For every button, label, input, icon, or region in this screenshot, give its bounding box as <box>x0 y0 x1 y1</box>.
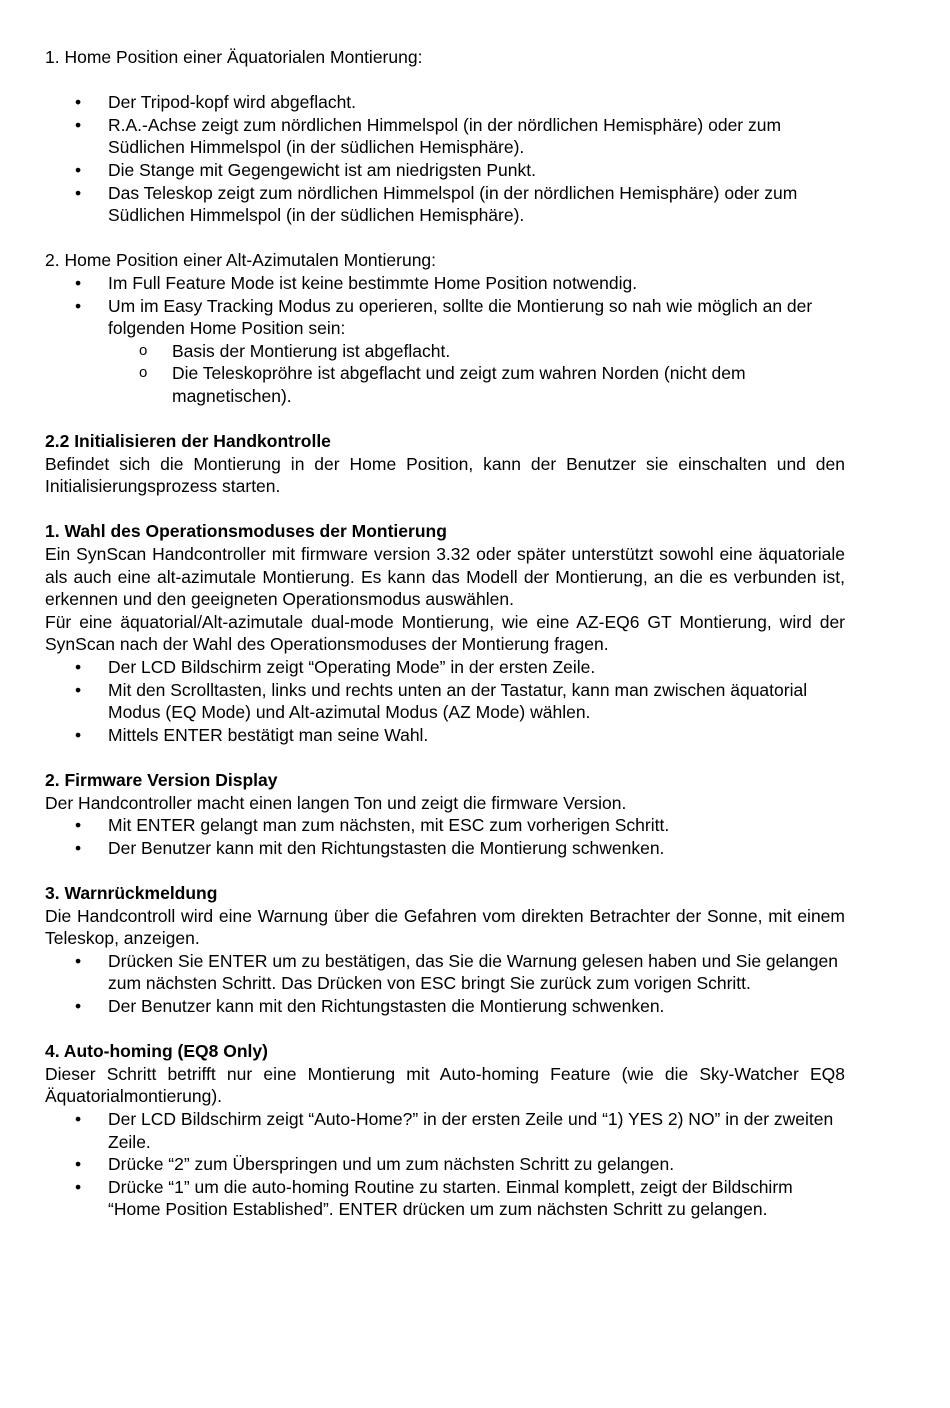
bullet-list-warnrueckmeldung <box>45 950 845 1018</box>
list-item: • Der Benutzer kann mit den Richtungstasten die Montierung schwenken. <box>75 995 665 1016</box>
bullet-icon: • <box>75 679 82 700</box>
list-item: • Mit den Scrolltasten, links und rechts unten an der Tastatur, kann man zwischen äquatorial Modus (EQ Mode) und Alt-azimutal Modus (AZ Mode) wählen. <box>75 679 808 723</box>
heading-initialisieren: 2.2 Initialisieren der Handkontrolle <box>45 431 331 452</box>
list-item: • Der LCD Bildschirm zeigt “Auto-Home?” in der ersten Zeile und “1) YES 2) NO” in der zweiten Zeile. <box>75 1108 834 1152</box>
bullet-list-firmware <box>45 814 845 859</box>
list-item: • Der LCD Bildschirm zeigt “Operating Mode” in der ersten Zeile. <box>75 657 596 678</box>
bullet-list-eq <box>45 91 845 227</box>
list-item: • Der Tripod-kopf wird abgeflacht. <box>75 92 357 113</box>
sub-list-item: o Basis der Montierung ist abgeflacht. <box>139 340 451 361</box>
list-item: • Der Benutzer kann mit den Richtungstasten die Montierung schwenken. <box>75 837 665 858</box>
bullet-icon: • <box>75 1154 82 1175</box>
sub-list-item: o Die Teleskopröhre ist abgeflacht und zeigt zum wahren Norden (nicht dem magnetischen). <box>139 363 746 406</box>
bullet-list-auto-homing <box>45 1108 845 1221</box>
paragraph-operationsmodus-2: Für eine äquatorial/Alt-azimutale dual-mode Montierung, wie eine AZ-EQ6 GT Montierung, wird der SynScan nach der Wahl des Operationsmoduses der Montierung fragen. <box>45 611 845 655</box>
bullet-icon: • <box>75 272 82 293</box>
paragraph-auto-homing: Dieser Schritt betrifft nur eine Montierung mit Auto-homing Feature (wie die Sky-Watcher EQ8 Äquatorialmontierung). <box>45 1063 845 1107</box>
paragraph-warnrueckmeldung: Die Handcontroll wird eine Warnung über die Gefahren vom direkten Betrachter der Sonne, mit einem Teleskop, anzeigen. <box>45 905 845 949</box>
list-item: • Im Full Feature Mode ist keine bestimmte Home Position notwendig. <box>75 272 638 293</box>
bullet-icon: • <box>75 1176 82 1197</box>
heading-warnrueckmeldung: 3. Warnrückmeldung <box>45 882 218 903</box>
bullet-icon: • <box>75 182 82 203</box>
bullet-icon: • <box>75 1108 82 1129</box>
list-item: • Mit ENTER gelangt man zum nächsten, mit ESC zum vorherigen Schritt. <box>75 815 670 836</box>
bullet-icon: • <box>75 657 82 678</box>
list-item: • Das Teleskop zeigt zum nördlichen Himmelspol (in der nördlichen Hemisphäre) oder zum Südlichen Himmelspol (in der südlichen Hemisphäre). <box>75 182 798 226</box>
heading-auto-homing: 4. Auto-homing (EQ8 Only) <box>45 1041 268 1062</box>
bullet-icon: • <box>75 724 82 745</box>
bullet-icon: • <box>75 815 82 836</box>
paragraph-operationsmodus-1: Ein SynScan Handcontroller mit firmware version 3.32 oder später unterstützt sowohl eine äquatoriale als auch eine alt-azimutale Montierung. Es kann das Modell der Montierung, an die es verbunden ist, erkennen und den geeigneten Operationsmodus auswählen. <box>45 544 845 610</box>
heading-firmware: 2. Firmware Version Display <box>45 770 278 790</box>
bullet-icon: • <box>75 995 82 1016</box>
bullet-icon: • <box>75 92 82 113</box>
heading-operationsmodus: 1. Wahl des Operationsmoduses der Montierung <box>45 521 447 542</box>
circle-bullet-icon: o <box>139 364 148 382</box>
bullet-icon: • <box>75 837 82 858</box>
bullet-list-operationsmodus <box>45 656 845 746</box>
bullet-icon: • <box>75 950 82 971</box>
page-content <box>45 46 845 1221</box>
list-item: • Drücke “1” um die auto-homing Routine zu starten. Einmal komplett, zeigt der Bildschirm “Home Position Established”. ENTER drücken um zum nächsten Schritt zu gelangen. <box>75 1176 793 1220</box>
paragraph-initialisieren: Befindet sich die Montierung in der Home Position, kann der Benutzer sie einschalten und den Initialisierungsprozess starten. <box>45 453 845 497</box>
list-item: • Um im Easy Tracking Modus zu operieren, sollte die Montierung so nah wie möglich an der folgenden Home Position sein: <box>75 295 813 339</box>
section-title-home-position-az: 2. Home Position einer Alt-Azimutalen Montierung: <box>45 250 437 271</box>
list-item: • Mittels ENTER bestätigt man seine Wahl. <box>75 724 429 745</box>
list-item: • Drücken Sie ENTER um zu bestätigen, das Sie die Warnung gelesen haben und Sie gelangen zum nächsten Schritt. Das Drücken von ESC bringt Sie zurück zum vorigen Schritt. <box>75 950 838 994</box>
bullet-icon: • <box>75 114 82 135</box>
bullet-list-az <box>45 272 845 340</box>
bullet-icon: • <box>75 295 82 316</box>
paragraph-firmware: Der Handcontroller macht einen langen Ton und zeigt die firmware Version. <box>45 792 627 813</box>
section-title-home-position-eq: 1. Home Position einer Äquatorialen Montierung: <box>45 47 423 67</box>
sub-list-az <box>45 340 845 408</box>
list-item: • Drücke “2” zum Überspringen und um zum nächsten Schritt zu gelangen. <box>75 1154 675 1175</box>
circle-bullet-icon: o <box>139 341 148 359</box>
list-item: • R.A.-Achse zeigt zum nördlichen Himmelspol (in der nördlichen Hemisphäre) oder zum Südlichen Himmelspol (in der südlichen Hemisphäre). <box>75 114 782 158</box>
bullet-icon: • <box>75 159 82 180</box>
list-item: • Die Stange mit Gegengewicht ist am niedrigsten Punkt. <box>75 159 536 180</box>
